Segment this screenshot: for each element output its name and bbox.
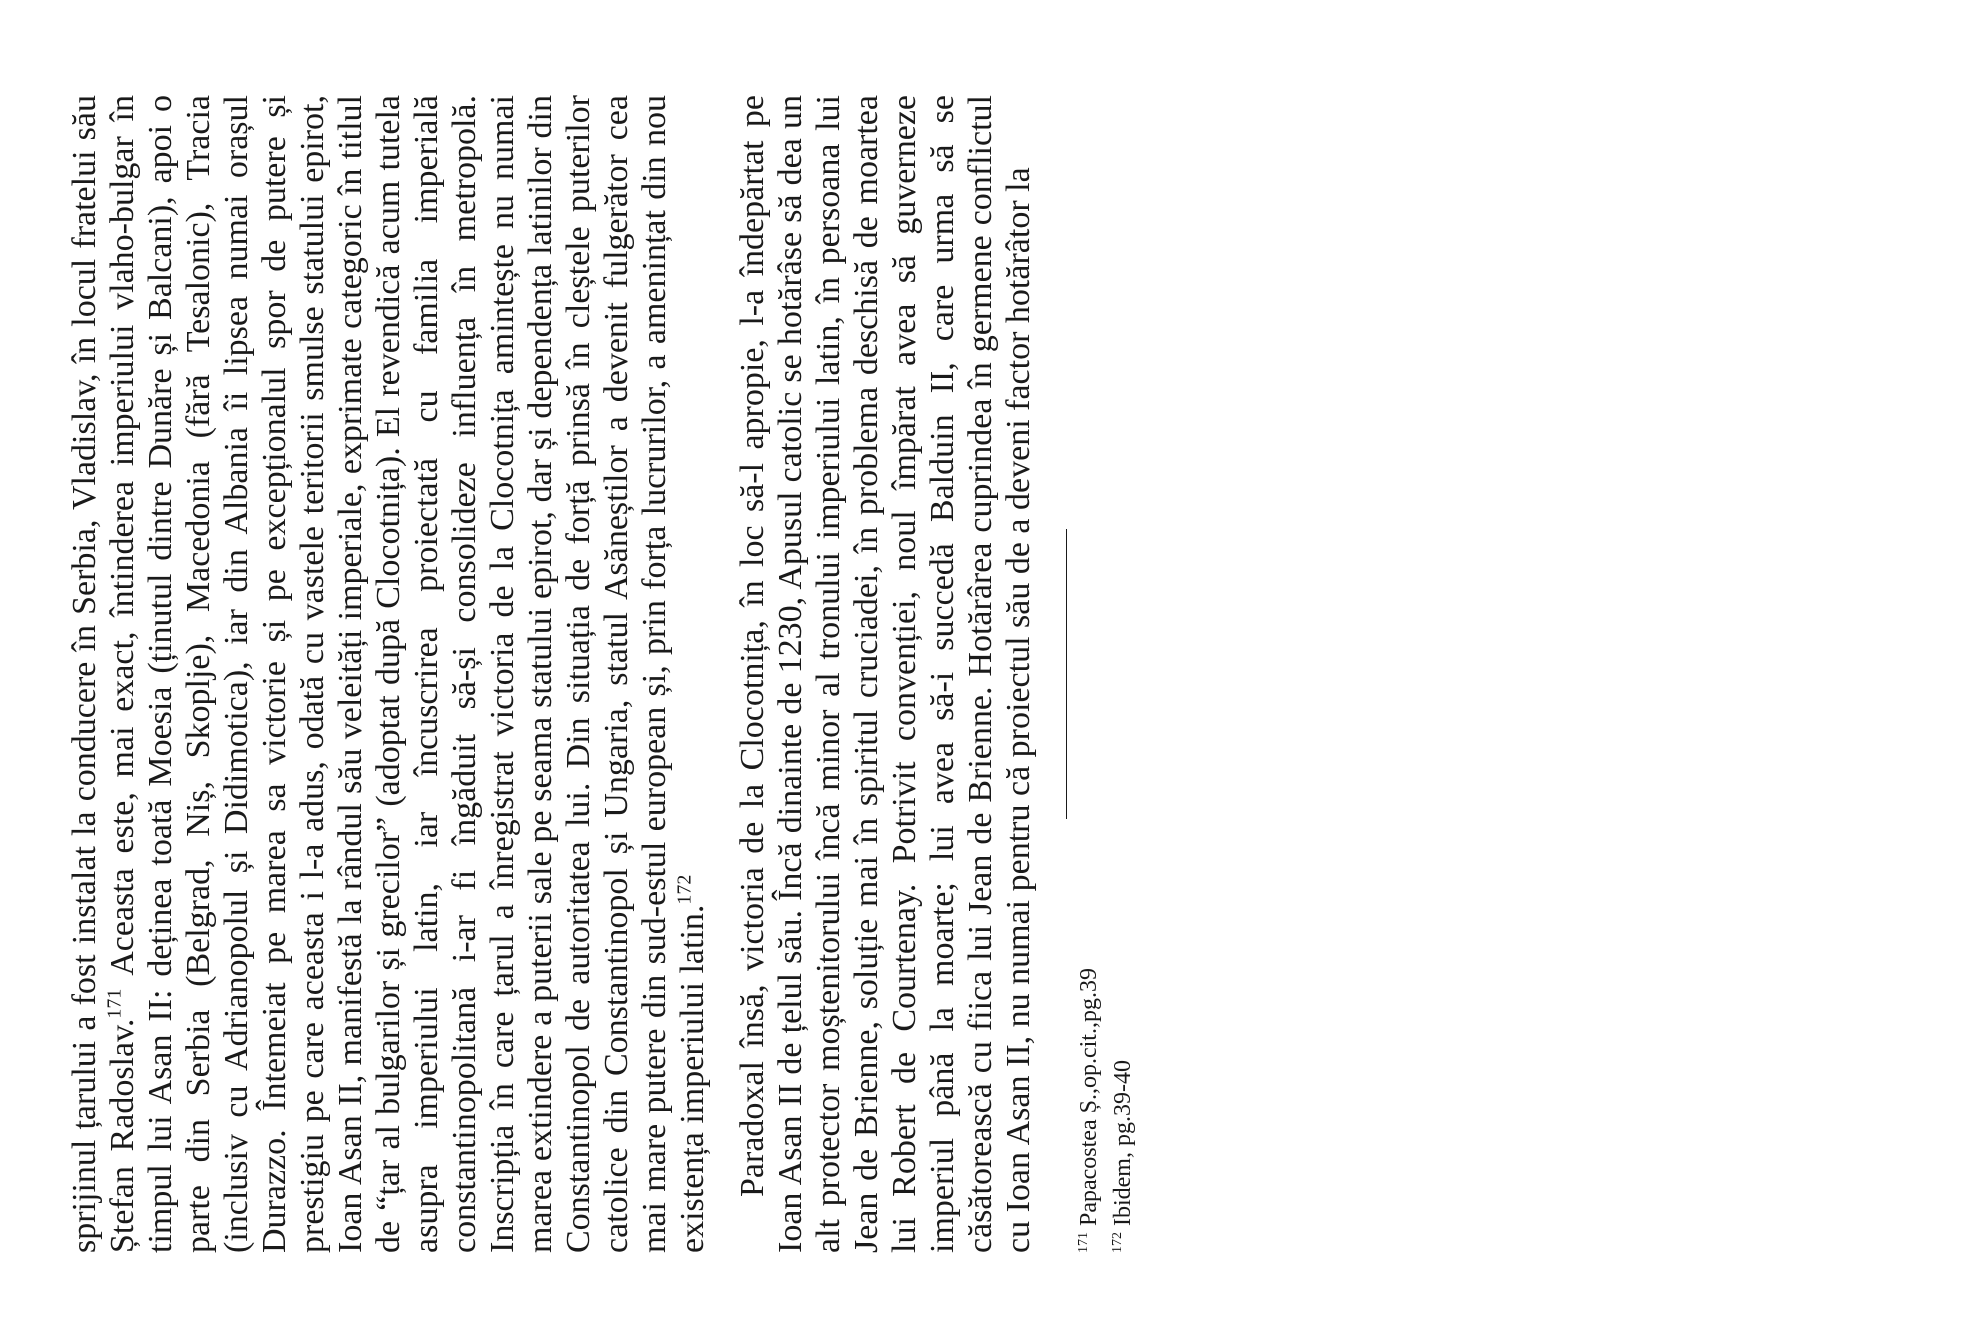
footnotes xyxy=(1075,95,1137,1253)
footnote-number: 171 xyxy=(1076,1232,1091,1253)
footnote xyxy=(1075,95,1103,1253)
footnote-text: Ibidem, pg.39-40 xyxy=(1110,1060,1136,1232)
footnote-separator xyxy=(1066,529,1067,819)
paragraph xyxy=(66,95,712,1253)
footnote-reference: 171 xyxy=(103,988,126,1019)
paragraph-text: Paradoxal însă, victoria de la Clocotnița, în loc să-l apropie, l-a îndepărtat pe Ioan Asan II de țelul său. Încă dinainte de 1230, Apusul catolic se hotărâse să dea un alt protector moștenitorului încă minor al tronului imperiului latin, în persoana lui Jean de Brienne, soluție mai în spiritul cruciadei, în problema deschisă de moartea lui Robert de Courtenay. Potrivit convenției, noul împărat avea să guverneze imperiul până la moarte; lui avea să-i succedă Balduin II, care urma să se căsătorească cu fiica lui Jean de Brienne. Hotărârea cuprindea în germene conflictul cu Ioan Asan II, nu numai pentru că proiectul său de a deveni factor hotărâtor la xyxy=(734,95,1037,1253)
body-text xyxy=(66,95,1038,1253)
footnote xyxy=(1109,95,1137,1253)
paragraph xyxy=(734,95,1038,1253)
paragraph-text: sprijinul țarului a fost instalat la conducere în Serbia, Vladislav, în locul fratelui său Ștefan Radoslav. xyxy=(66,95,141,1253)
footnote-reference: 172 xyxy=(673,874,696,905)
footnote-text: Papacostea Ș.,op.cit.,pg.39 xyxy=(1076,968,1102,1232)
paragraph-text: Aceasta este, mai exact, întinderea imperiului vlaho-bulgar în timpul lui Asan II: deținea toată Moesia (ținutul dintre Dunăre și Balcani), apoi o parte din Serbia (Belgrad, Niș, Skoplje), Macedonia (fără Tesalonic), Tracia (inclusiv cu Adrianopolul și Didimotica), iar din Albania îi lipsea numai orașul Durazzo. Întemeiat pe marea sa victorie și pe excepționalul spor de putere și prestigiu pe care aceasta i l-a adus, odată cu vastele teritorii smulse statului epirot, Ioan Asan II, manifestă la rândul său veleități imperiale, exprimate categoric în titlul de “țar al bulgarilor și grecilor” (adoptat după Clocotnița). El revendică acum tutela asupra imperiului latin, iar încuscrirea proiectată cu familia imperială constantinopolitană i-ar fi îngăduit să-și consolideze influența în metropolă. Inscripția în care țarul a înregistrat victoria de la Clocotnița amintește nu numai marea extindere a puterii sale pe seama statului epirot, dar și dependența latinilor din Constantinopol de autoritatea lui. Din situația de forță prinsă în cleștele puterilor catolice din Constantinopol și Ungaria, statul Asăneștilor a devenit fulgerător cea mai mare putere din sud-estul european și, prin forța lucrurilor, a amenințat din nou existența imperiului latin. xyxy=(104,95,711,1253)
footnote-number: 172 xyxy=(1110,1232,1125,1253)
